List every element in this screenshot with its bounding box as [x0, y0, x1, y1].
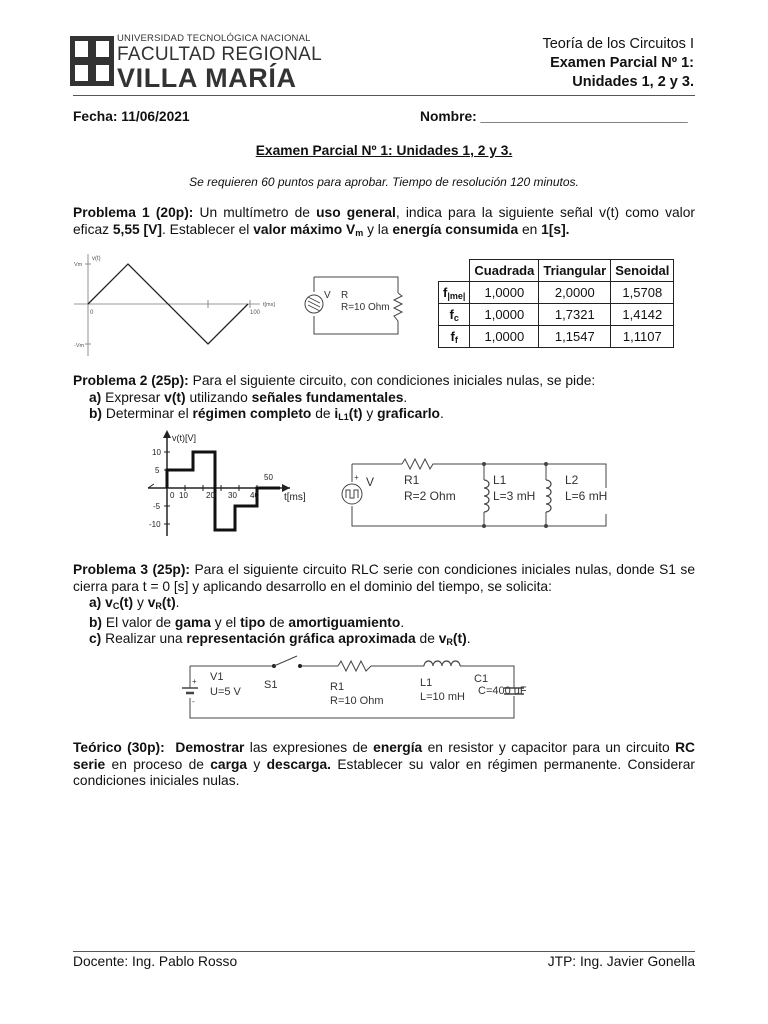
text: las expresiones de — [244, 740, 374, 755]
problem1-heading: Problema 1 (20p): — [73, 205, 194, 220]
text: y — [133, 595, 148, 610]
footer-jtp: JTP: Ing. Javier Gonella — [547, 954, 695, 969]
text: R — [446, 637, 453, 647]
text: Determinar el — [102, 406, 193, 421]
waveform2-xtick: 50 — [264, 473, 273, 482]
table-cell: 1,0000 — [470, 282, 539, 304]
text: amortiguamiento — [288, 614, 401, 630]
circuit2-r1-label: R1 — [404, 473, 420, 487]
problem3-statement — [73, 562, 695, 651]
text: en — [518, 221, 542, 237]
circuit1-r-value: R=10 Ohm — [341, 302, 390, 313]
waveform2-ytick: 5 — [155, 466, 160, 475]
circuit3-u-value: U=5 V — [210, 686, 241, 698]
text: . Establecer el — [161, 221, 254, 237]
text: uso general — [316, 205, 396, 220]
text: tipo — [240, 614, 266, 630]
footer-docente: Docente: Ing. Pablo Rosso — [73, 954, 238, 969]
table-cell: 1,1107 — [611, 326, 674, 348]
problem3-heading: Problema 3 (25p): — [73, 562, 191, 577]
text: descarga. — [266, 756, 332, 772]
table-header-cell: Senoidal — [611, 260, 674, 282]
circuit3-l1-value: L=10 mH — [420, 691, 465, 703]
text: en resistor y capacitor para un circuito — [422, 740, 676, 755]
table-cell: 1,7321 — [539, 304, 611, 326]
text: . — [175, 595, 180, 610]
faculty-name: FACULTAD REGIONAL — [117, 44, 322, 65]
row-label-main: f — [450, 328, 455, 344]
problem2-heading: Problema 2 (25p): — [73, 373, 189, 388]
text: . — [466, 631, 471, 646]
text: y el — [210, 614, 241, 630]
waveform2-xtick: 20 — [206, 491, 215, 500]
table-row — [439, 282, 674, 304]
text: v — [438, 631, 447, 646]
polarity-minus: - — [192, 697, 195, 706]
text: de — [415, 631, 439, 646]
circuit2-l2-label: L2 — [565, 473, 579, 487]
text: en proceso de — [105, 756, 211, 772]
polarity-plus: + — [192, 677, 197, 686]
text: y la — [363, 221, 393, 237]
text: v — [147, 595, 156, 610]
text: (t) — [161, 595, 176, 610]
inductor-l2-icon — [546, 480, 551, 512]
text: de — [311, 406, 335, 421]
text: c) — [89, 631, 102, 646]
table-row — [439, 326, 674, 348]
text: (t) — [452, 631, 467, 646]
requirements-note: Se requieren 60 puntos para aprobar. Tiempo de resolución 120 minutos. — [189, 175, 579, 189]
text: b) — [89, 406, 103, 421]
waveform1-ylabel: v(t) — [92, 256, 101, 262]
waveform2-xtick: 10 — [179, 491, 188, 500]
table-row — [439, 304, 674, 326]
form-factor-table — [438, 259, 674, 348]
text: El valor de — [102, 614, 175, 630]
text: Para el siguiente circuito RLC serie con condiciones iniciales nulas, donde S1 se cierra para t = 0 [s] y aplicando desarrollo en el dominio del tiempo, se solicita: — [73, 562, 695, 594]
problem2-intro — [73, 373, 695, 390]
text: gama — [174, 614, 211, 630]
exam-date: Fecha: 11/06/2021 — [73, 109, 190, 124]
waveform2-ylabel: v(t)[V] — [172, 433, 196, 443]
row-label-sub: |me| — [447, 290, 466, 301]
circuit2-v-label: V — [366, 475, 375, 489]
text: representación gráfica aproximada — [186, 631, 416, 646]
problem3-item-c — [73, 631, 695, 651]
text: régimen completo — [192, 406, 312, 421]
row-label — [439, 304, 470, 326]
table-header-cell: Cuadrada — [470, 260, 539, 282]
text: v(t) — [164, 389, 186, 405]
text: utilizando — [185, 389, 252, 405]
circuit3-r1-value: R=10 Ohm — [330, 695, 384, 707]
footer-divider — [73, 951, 695, 952]
problem1-statement — [73, 205, 695, 241]
waveform2-xtick: 0 — [170, 491, 175, 500]
problem2-item-b — [73, 406, 695, 426]
circuit2-l1-value: L=3 mH — [493, 489, 536, 503]
pulse-source-icon — [342, 484, 362, 504]
table-header-cell: Triangular — [539, 260, 611, 282]
circuit2-l1-label: L1 — [493, 473, 507, 487]
waveform2-xtick: 30 — [228, 491, 237, 500]
circuit3-diagram — [178, 652, 530, 724]
text: . — [403, 389, 408, 405]
course-name: Teoría de los Circuitos I — [542, 36, 694, 52]
row-label — [439, 282, 470, 304]
inductor-l1-icon — [484, 480, 489, 512]
circuit3-c1-value: C=400 uF — [478, 685, 527, 697]
table-cell: 1,4142 — [611, 304, 674, 326]
student-name-field[interactable]: Nombre: ___________________________ — [420, 109, 688, 124]
course-header — [542, 35, 694, 92]
switch-icon — [274, 656, 297, 666]
text — [165, 740, 176, 755]
problem3-item-b — [73, 615, 695, 632]
waveform1-zero-label: 0 — [90, 310, 94, 316]
waveform2-ytick: 10 — [152, 448, 161, 457]
resistor-icon — [402, 459, 436, 469]
text: i — [334, 406, 339, 421]
waveform2-xtick: 40 — [250, 491, 259, 500]
text: 1[s]. — [541, 221, 570, 237]
text: . — [439, 406, 444, 421]
text: carga — [210, 756, 248, 772]
table-cell: 1,0000 — [470, 326, 539, 348]
circuit1-diagram — [300, 268, 412, 338]
text: (t) — [119, 595, 134, 610]
text: Establecer su valor en régimen permanente. Considerar condiciones iniciales nulas. — [73, 756, 695, 788]
problem2-statement — [73, 373, 695, 426]
circuit3-v1-label: V1 — [210, 671, 224, 683]
problem3-intro — [73, 562, 695, 595]
table-cell: 1,0000 — [470, 304, 539, 326]
header-divider — [73, 95, 695, 96]
text: y — [362, 406, 378, 421]
table-cell: 2,0000 — [539, 282, 611, 304]
text: . — [400, 614, 405, 630]
text: L1 — [338, 412, 349, 422]
circuit3-r1-label: R1 — [330, 681, 345, 693]
text: a) — [89, 389, 102, 405]
table-cell: 1,5708 — [611, 282, 674, 304]
waveform1-vm-label: Vm — [74, 262, 83, 268]
text: Expresar — [101, 389, 165, 405]
circuit3-c1-label: C1 — [474, 673, 489, 685]
text: energía — [373, 740, 423, 755]
row-label — [439, 326, 470, 348]
waveform1-tunit-label: t[ms] — [263, 302, 275, 308]
polarity-plus: + — [354, 473, 359, 482]
row-label-main: f — [443, 284, 448, 300]
text: (t) — [348, 406, 363, 421]
city-name: VILLA MARÍA — [117, 63, 297, 93]
text: graficarlo — [377, 406, 440, 421]
text: RC serie — [73, 740, 695, 772]
theory-statement — [73, 740, 695, 790]
university-name: UNIVERSIDAD TECNOLÓGICA NACIONAL — [117, 33, 311, 44]
resistor-icon — [338, 661, 374, 671]
row-label-sub: c — [453, 312, 459, 323]
text: energía consumida — [392, 221, 519, 237]
waveform2-xlabel: t[ms] — [284, 492, 306, 503]
waveform1-tend-label: 100 — [250, 310, 261, 316]
text: de — [265, 614, 289, 630]
exam-units: Unidades 1, 2 y 3. — [572, 74, 694, 90]
text: b) — [89, 614, 103, 630]
exam-name: Examen Parcial Nº 1: — [550, 55, 694, 71]
circuit2-diagram — [336, 450, 622, 530]
text: C — [112, 601, 120, 611]
text: a) — [89, 595, 102, 610]
waveform2-plot — [140, 430, 330, 540]
circuit3-l1-label: L1 — [420, 677, 433, 689]
text: valor máximo V — [253, 221, 356, 237]
table-corner — [439, 260, 470, 282]
waveform1-plot — [70, 252, 285, 360]
text: Realizar una — [101, 631, 187, 646]
problem3-item-a — [73, 595, 695, 615]
text: Demostrar — [175, 740, 245, 755]
waveform2-ytick: -5 — [153, 502, 161, 511]
resistor-icon — [394, 293, 402, 321]
theory-heading: Teórico (30p): — [73, 740, 165, 755]
circuit1-r-label: R — [341, 290, 349, 301]
text: Para el siguiente circuito, con condiciones iniciales nulas, se pide: — [188, 373, 596, 388]
text: Un multímetro de — [193, 205, 317, 220]
text: , indica para la siguiente señal v(t) como valor eficaz — [73, 205, 695, 237]
row-label-main: f — [449, 306, 454, 322]
inductor-icon — [424, 661, 460, 666]
text: 5,55 [V] — [112, 221, 162, 237]
circuit2-l2-value: L=6 mH — [565, 489, 608, 503]
utn-logo — [70, 36, 114, 86]
text: v — [105, 595, 113, 610]
circuit3-s1-label: S1 — [264, 679, 278, 691]
circuit2-r1-value: R=2 Ohm — [404, 489, 456, 503]
institution-name — [117, 33, 322, 94]
row-label-sub: f — [454, 334, 458, 345]
waveform1-neg-vm-label: -Vm — [74, 343, 85, 349]
table-cell: 1,1547 — [539, 326, 611, 348]
exam-title: Examen Parcial Nº 1: Unidades 1, 2 y 3. — [255, 143, 513, 158]
text: R — [155, 601, 162, 611]
problem2-item-a — [73, 390, 695, 407]
circuit1-v-label: V — [324, 290, 331, 301]
text: y — [247, 756, 267, 772]
waveform2-ytick: -10 — [149, 520, 161, 529]
text: señales fundamentales — [251, 389, 404, 405]
table-header-row — [439, 260, 674, 282]
text: m — [355, 227, 364, 238]
